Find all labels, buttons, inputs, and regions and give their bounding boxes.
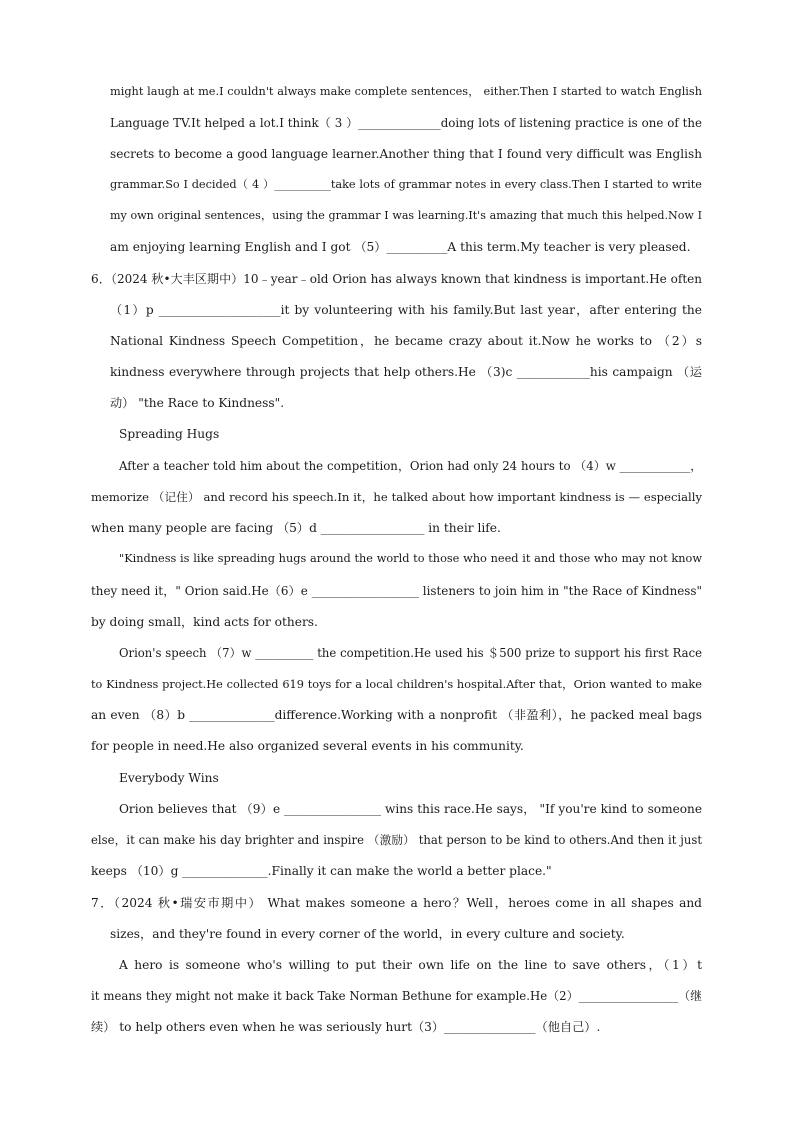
text-line: After a teacher told him about the competition，Orion had only 24 hours to （4）w ____________， <box>119 459 702 473</box>
text-line: Orion's speech （7）w __________ the competition.He used his ＄500 prize to support his first Race <box>119 646 702 660</box>
question-7-heading: 7．（2024 秋•瑞安市期中） What makes someone a hero？Well，heroes come in all shapes and <box>91 896 702 910</box>
text-line: by doing small，kind acts for others. <box>91 615 318 629</box>
section-heading-spreading-hugs: Spreading Hugs <box>119 427 220 441</box>
section-heading-everybody-wins: Everybody Wins <box>119 771 219 785</box>
text-line: secrets to become a good language learner.Another thing that I found very difficult was English <box>110 147 702 161</box>
text-line: my own original sentences，using the grammar I was learning.It's amazing that much this helped.Now I <box>110 209 702 222</box>
text-line: 动） "the Race to Kindness". <box>110 396 285 410</box>
text-line: an even （8）b ______________difference.Working with a nonprofit （非盈利），he packed meal bags <box>91 708 702 722</box>
text-line: when many people are facing （5）d _________________ in their life. <box>91 521 501 535</box>
text-line: A hero is someone who's willing to put their own life on the line to save others，（1）t <box>119 958 702 972</box>
text-line: 续） to help others even when he was seriously hurt（3）_______________（他自己）. <box>91 1020 601 1034</box>
text-line: it means they might not make it back Take Norman Bethune for example.He（2）_________________（继 <box>91 989 702 1003</box>
text-line: Orion believes that （9）e ________________ wins this race.He says， "If you're kind to someone <box>119 802 702 816</box>
text-line: might laugh at me.I couldn't always make complete sentences， either.Then I started to watch English <box>110 85 702 98</box>
text-line: （1）p ____________________it by volunteering with his family.But last year，after entering the <box>110 303 702 317</box>
text-line: they need it，" Orion said.He（6）e __________________ listeners to join him in "the Race of Kindness" <box>91 584 702 598</box>
text-line: kindness everywhere through projects that help others.He （3)c ____________his campaign （运 <box>110 365 702 379</box>
text-line: else，it can make his day brighter and inspire （激励） that person to be kind to others.And then it just <box>91 833 702 847</box>
text-line: sizes，and they're found in every corner of the world，in every culture and society. <box>110 927 625 941</box>
text-line: to Kindness project.He collected 619 toys for a local children's hospital.After that，Orion wanted to make <box>91 677 702 691</box>
question-6-heading: 6．（2024 秋•大丰区期中）10﹣year﹣old Orion has always known that kindness is important.He often <box>91 272 702 286</box>
text-line: "Kindness is like spreading hugs around the world to those who need it and those who may not know <box>119 552 702 565</box>
text-line: memorize （记住） and record his speech.In it，he talked about how important kindness is — especially <box>91 490 702 504</box>
text-line: Language TV.It helped a lot.I think（ 3 ）______________doing lots of listening practice is one of the <box>110 116 702 130</box>
text-line: for people in need.He also organized several events in his community. <box>91 739 524 753</box>
text-line: grammar.So I decided（ 4 ）__________take lots of grammar notes in every class.Then I started to write <box>110 178 702 191</box>
text-line: keeps （10）g ______________.Finally it can make the world a better place." <box>91 864 552 878</box>
text-line: am enjoying learning English and I got （5）__________A this term.My teacher is very pleased. <box>110 240 691 254</box>
text-line: National Kindness Speech Competition，he became crazy about it.Now he works to （2）s <box>110 334 702 348</box>
